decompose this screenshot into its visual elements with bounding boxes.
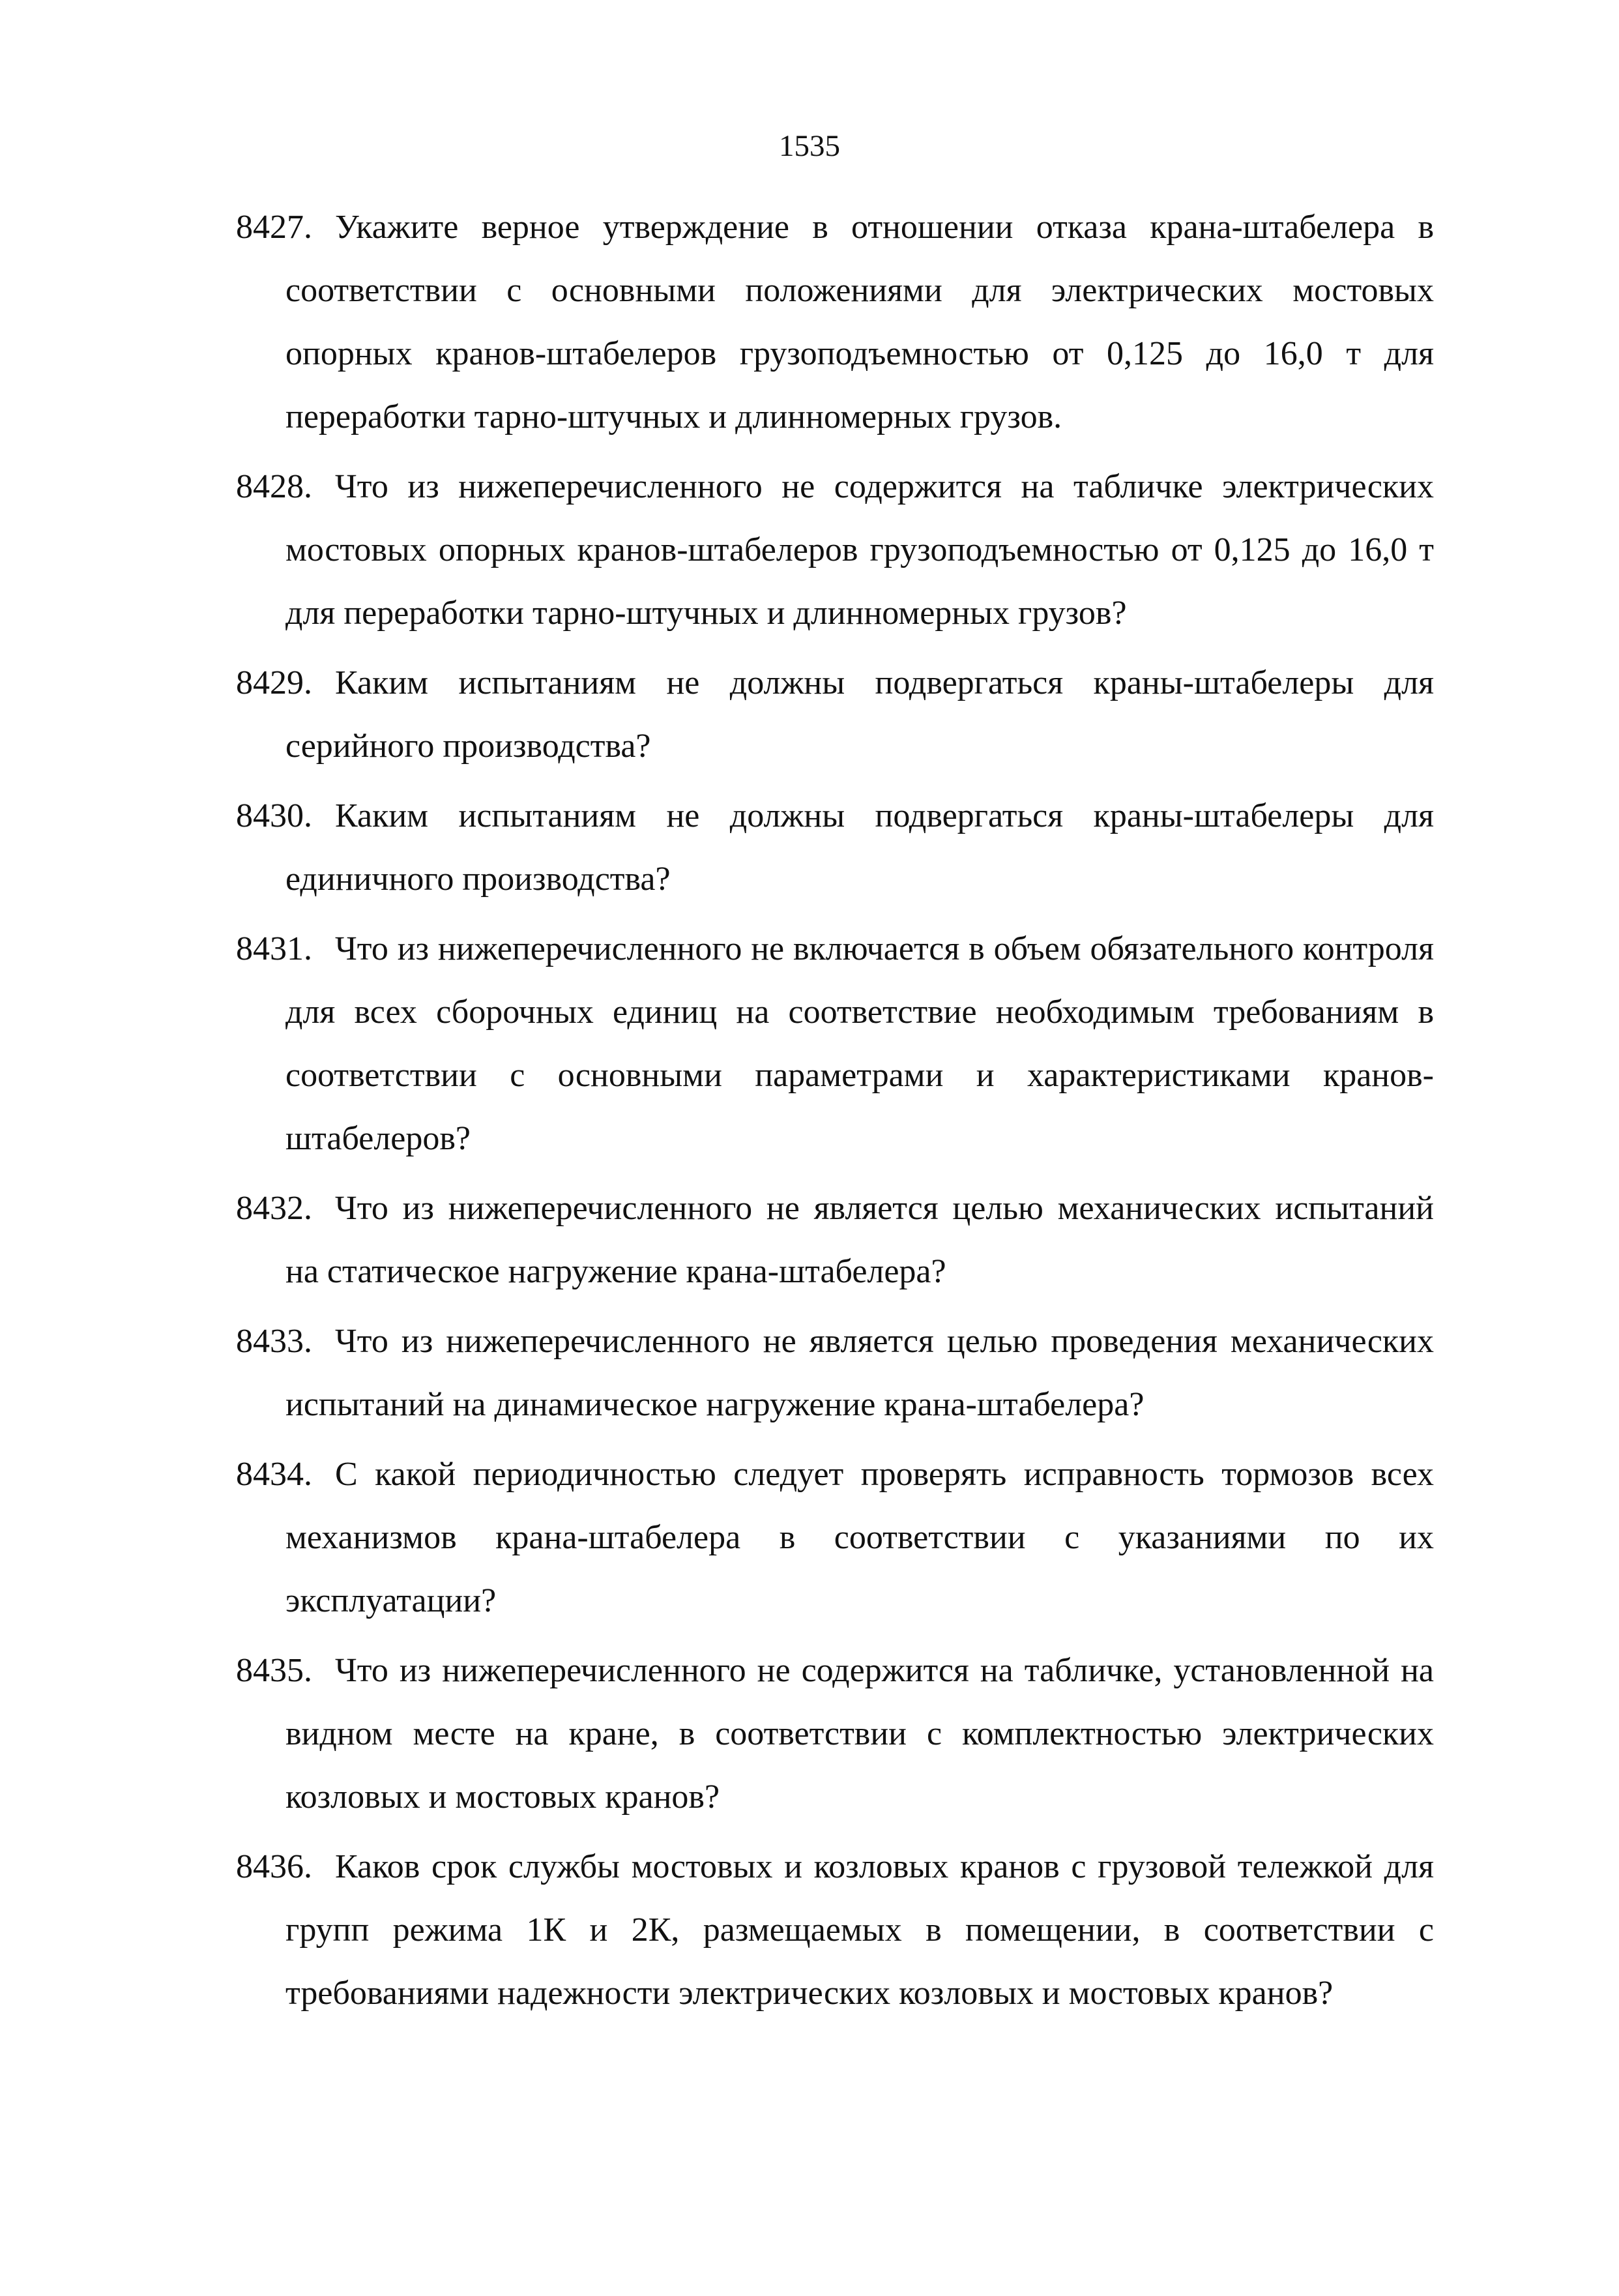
question-text: Каким испытаниям не должны подвергаться краны-штабелеры для единичного производства? [285,797,1434,898]
question-number: 8428. [236,468,312,505]
question-number: 8431. [236,930,312,967]
question-item [236,1835,1434,2025]
question-number: 8430. [236,797,312,834]
question-item [236,1443,1434,1632]
question-item [236,1310,1434,1436]
question-list [236,196,1434,2031]
question-item [236,1639,1434,1829]
question-number: 8429. [236,664,312,701]
question-number: 8434. [236,1456,312,1493]
question-number: 8427. [236,209,312,246]
question-item [236,1177,1434,1303]
question-item [236,784,1434,911]
question-item [236,196,1434,449]
question-text: Каким испытаниям не должны подвергаться краны-штабелеры для серийного производства? [285,664,1434,765]
question-number: 8435. [236,1652,312,1689]
question-number: 8432. [236,1190,312,1227]
question-item [236,917,1434,1170]
question-text: Что из нижеперечисленного не содержится на табличке, установленной на видном месте на кране, в соответствии с комплектностью электрических козловых и мостовых кранов? [285,1652,1434,1816]
page-number: 1535 [779,129,840,163]
question-number: 8436. [236,1848,312,1885]
question-text: Что из нижеперечисленного не является целью проведения механических испытаний на динамическое нагружение крана-штабелера? [285,1323,1434,1423]
question-text: Что из нижеперечисленного не является целью механических испытаний на статическое нагружение крана-штабелера? [285,1190,1434,1290]
question-text: Каков срок службы мостовых и козловых кранов с грузовой тележкой для групп режима 1К и 2К, размещаемых в помещении, в соответствии с требованиями надежности электрических козловых и мостовых кранов? [285,1848,1434,2012]
question-number: 8433. [236,1323,312,1360]
question-text: Что из нижеперечисленного не содержится на табличке электрических мостовых опорных кранов-штабелеров грузоподъемностью от 0,125 до 16,0 т для переработки тарно-штучных и длинномерных грузов? [285,468,1434,632]
question-text: Укажите верное утверждение в отношении отказа крана-штабелера в соответствии с основными положениями для электрических мостовых опорных кранов-штабелеров грузоподъемностью от 0,125 до 16,0 т для переработки тарно-штучных и длинномерных грузов. [285,209,1434,435]
question-text: С какой периодичностью следует проверять исправность тормозов всех механизмов крана-штабелера в соответствии с указаниями по их эксплуатации? [285,1456,1434,1619]
question-item [236,455,1434,645]
question-item [236,651,1434,778]
question-text: Что из нижеперечисленного не включается в объем обязательного контроля для всех сборочных единиц на соответствие необходимым требованиям в соответствии с основными параметрами и характеристиками кранов-штабелеров? [285,930,1434,1157]
